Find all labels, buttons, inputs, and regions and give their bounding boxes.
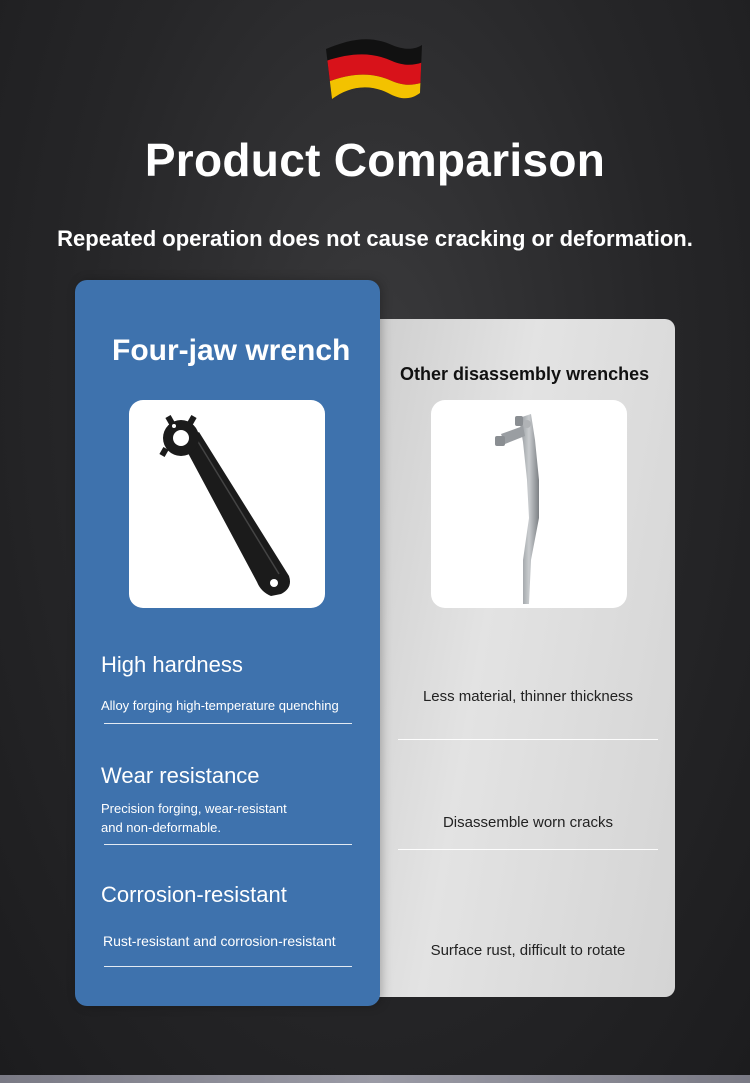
other-wrench-image bbox=[431, 400, 627, 608]
other-point-2: Disassemble worn cracks bbox=[442, 814, 614, 831]
feature-title-high-hardness: High hardness bbox=[101, 652, 243, 677]
feature-desc-wear-resistance: Precision forging, wear-resistant and non-deformable. bbox=[101, 801, 287, 835]
right-column-heading: Other disassembly wrenches bbox=[400, 364, 650, 384]
other-wrench-photo bbox=[431, 400, 627, 608]
other-point-1: Less material, thinner thickness bbox=[422, 688, 634, 705]
right-divider bbox=[398, 849, 658, 850]
right-divider bbox=[398, 739, 658, 740]
other-point-3: Surface rust, difficult to rotate bbox=[430, 942, 626, 959]
page-title: Product Comparison bbox=[144, 134, 606, 186]
left-divider bbox=[104, 723, 352, 724]
left-divider bbox=[104, 844, 352, 845]
feature-title-corrosion-resistant: Corrosion-resistant bbox=[101, 882, 287, 907]
left-divider bbox=[104, 966, 352, 967]
page-subtitle: Repeated operation does not cause cracking or deformation. bbox=[57, 226, 693, 251]
four-jaw-wrench-photo bbox=[129, 400, 325, 608]
feature-desc-corrosion-resistant: Rust-resistant and corrosion-resistant bbox=[103, 933, 336, 949]
bottom-strip bbox=[0, 1075, 750, 1083]
feature-desc-high-hardness: Alloy forging high-temperature quenching bbox=[101, 698, 339, 713]
four-jaw-wrench-image bbox=[129, 400, 325, 608]
left-column-heading: Four-jaw wrench bbox=[112, 334, 351, 367]
feature-title-wear-resistance: Wear resistance bbox=[101, 763, 260, 788]
germany-flag-icon bbox=[320, 35, 426, 105]
